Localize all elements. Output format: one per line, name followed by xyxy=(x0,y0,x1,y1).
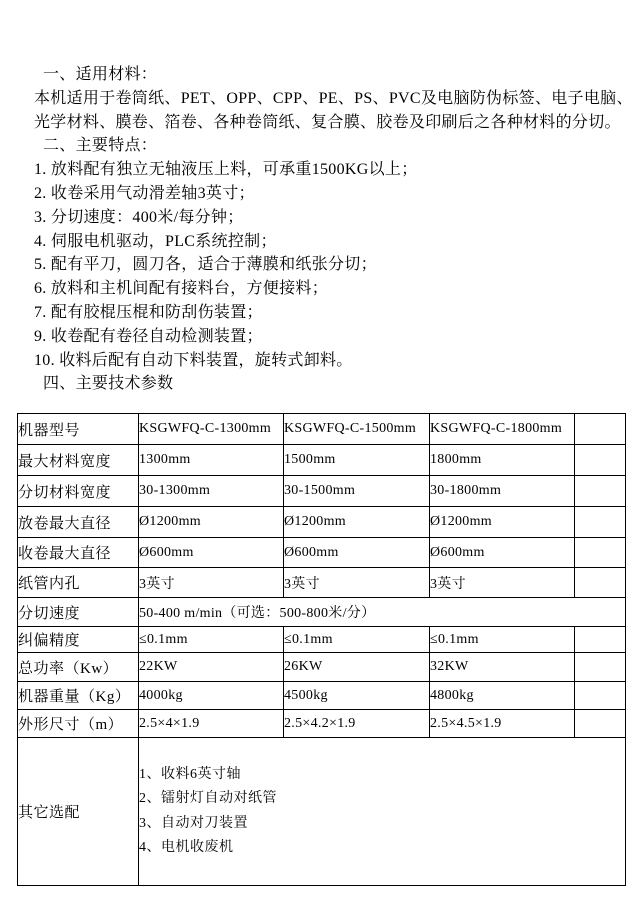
feature-item: 2. 收卷采用气动滑差轴3英寸； xyxy=(34,184,255,202)
spec-row-slitting-speed xyxy=(18,598,626,627)
intro-paragraph-line: 光学材料、膜卷、箔卷、各种卷筒纸、复合膜、胶卷及印刷后之各种材料的分切。 xyxy=(34,113,621,131)
value-cell: KSGWFQ-C-1800mm xyxy=(430,414,575,445)
feature-item: 6. 放料和主机间配有接料台，方便接料； xyxy=(34,280,329,298)
feature-item: 9. 收卷配有卷径自动检测装置； xyxy=(34,327,263,345)
value-cell: ≤0.1mm xyxy=(139,627,284,653)
row-label: 分切材料宽度 xyxy=(18,476,139,507)
value-cell: Ø600mm xyxy=(284,538,430,568)
row-label: 机器型号 xyxy=(18,414,139,445)
row-label: 收卷最大直径 xyxy=(18,538,139,568)
section4-heading: 四、主要技术参数 xyxy=(43,375,174,393)
spec-row-model xyxy=(18,414,626,445)
value-cell: 1500mm xyxy=(284,445,430,476)
spec-row-slit-width xyxy=(18,476,626,507)
feature-item: 10. 收料后配有自动下料装置，旋转式卸料。 xyxy=(34,351,353,369)
value-cell: ≤0.1mm xyxy=(430,627,575,653)
value-cell: 1300mm xyxy=(139,445,284,476)
feature-item: 3. 分切速度：400米/每分钟； xyxy=(34,208,244,226)
feature-item: 1. 放料配有独立无轴液压上料，可承重1500KG以上； xyxy=(34,161,418,179)
value-cell: Ø1200mm xyxy=(139,507,284,538)
feature-item: 7. 配有胶棍压棍和防刮伤装置； xyxy=(34,303,263,321)
value-cell: Ø1200mm xyxy=(284,507,430,538)
value-cell: 3英寸 xyxy=(284,568,430,598)
value-cell: 2.5×4×1.9 xyxy=(139,710,284,738)
empty-cell xyxy=(575,627,626,653)
row-label: 纸管内孔 xyxy=(18,568,139,598)
row-label: 分切速度 xyxy=(18,598,139,627)
value-cell: 2.5×4.2×1.9 xyxy=(284,710,430,738)
spec-row-optional-extras xyxy=(18,738,626,886)
section1-heading: 一、适用材料： xyxy=(43,66,158,83)
value-cell: 30-1300mm xyxy=(139,476,284,507)
intro-text-block xyxy=(0,63,640,396)
value-cell: 30-1800mm xyxy=(430,476,575,507)
empty-cell xyxy=(575,414,626,445)
row-label: 总功率（Kw） xyxy=(18,653,139,682)
row-label: 机器重量（Kg） xyxy=(18,682,139,710)
value-cell: 4800kg xyxy=(430,682,575,710)
value-cell: 3英寸 xyxy=(139,568,284,598)
empty-cell xyxy=(575,476,626,507)
row-label: 最大材料宽度 xyxy=(18,445,139,476)
value-cell: 30-1500mm xyxy=(284,476,430,507)
value-cell: ≤0.1mm xyxy=(284,627,430,653)
spec-row-unwind-diameter xyxy=(18,507,626,538)
value-cell: 1800mm xyxy=(430,445,575,476)
option-line: 2、镭射灯自动对纸管 xyxy=(139,791,277,806)
option-line: 4、电机收废机 xyxy=(139,840,234,855)
empty-cell xyxy=(575,682,626,710)
value-cell: 2.5×4.5×1.9 xyxy=(430,710,575,738)
row-label: 外形尺寸（m） xyxy=(18,710,139,738)
value-cell: 32KW xyxy=(430,653,575,682)
value-cell: 4000kg xyxy=(139,682,284,710)
empty-cell xyxy=(575,538,626,568)
value-cell: Ø600mm xyxy=(139,538,284,568)
empty-cell xyxy=(575,710,626,738)
intro-paragraph-line: 本机适用于卷筒纸、PET、OPP、CPP、PE、PS、PVC及电脑防伪标签、电子电脑、 xyxy=(34,89,633,107)
section2-heading: 二、主要特点： xyxy=(43,137,158,155)
options-cell xyxy=(139,738,626,886)
spec-table xyxy=(17,413,626,886)
value-cell: KSGWFQ-C-1300mm xyxy=(139,414,284,445)
value-cell: Ø600mm xyxy=(430,538,575,568)
value-cell: 3英寸 xyxy=(430,568,575,598)
spec-row-rewind-diameter xyxy=(18,538,626,568)
value-cell: KSGWFQ-C-1500mm xyxy=(284,414,430,445)
empty-cell xyxy=(575,653,626,682)
spec-row-machine-weight xyxy=(18,682,626,710)
option-line: 3、自动对刀装置 xyxy=(139,815,248,831)
row-label: 纠偏精度 xyxy=(18,627,139,653)
feature-item: 4. 伺服电机驱动，PLC系统控制； xyxy=(34,232,277,250)
spec-row-max-width xyxy=(18,445,626,476)
row-label: 其它选配 xyxy=(18,738,139,886)
empty-cell xyxy=(575,445,626,476)
merged-value-cell: 50-400 m/min（可选：500-800米/分） xyxy=(139,598,626,627)
value-cell: 22KW xyxy=(139,653,284,682)
spec-row-core-bore xyxy=(18,568,626,598)
value-cell: Ø1200mm xyxy=(430,507,575,538)
spec-row-total-power xyxy=(18,653,626,682)
feature-item: 5. 配有平刀，圆刀各，适合于薄膜和纸张分切； xyxy=(34,256,377,274)
empty-cell xyxy=(575,568,626,598)
value-cell: 4500kg xyxy=(284,682,430,710)
spec-row-deviation-accuracy xyxy=(18,627,626,653)
option-line: 1、收料6英寸轴 xyxy=(139,766,241,782)
empty-cell xyxy=(575,507,626,538)
value-cell: 26KW xyxy=(284,653,430,682)
spec-row-dimensions xyxy=(18,710,626,738)
row-label: 放卷最大直径 xyxy=(18,507,139,538)
